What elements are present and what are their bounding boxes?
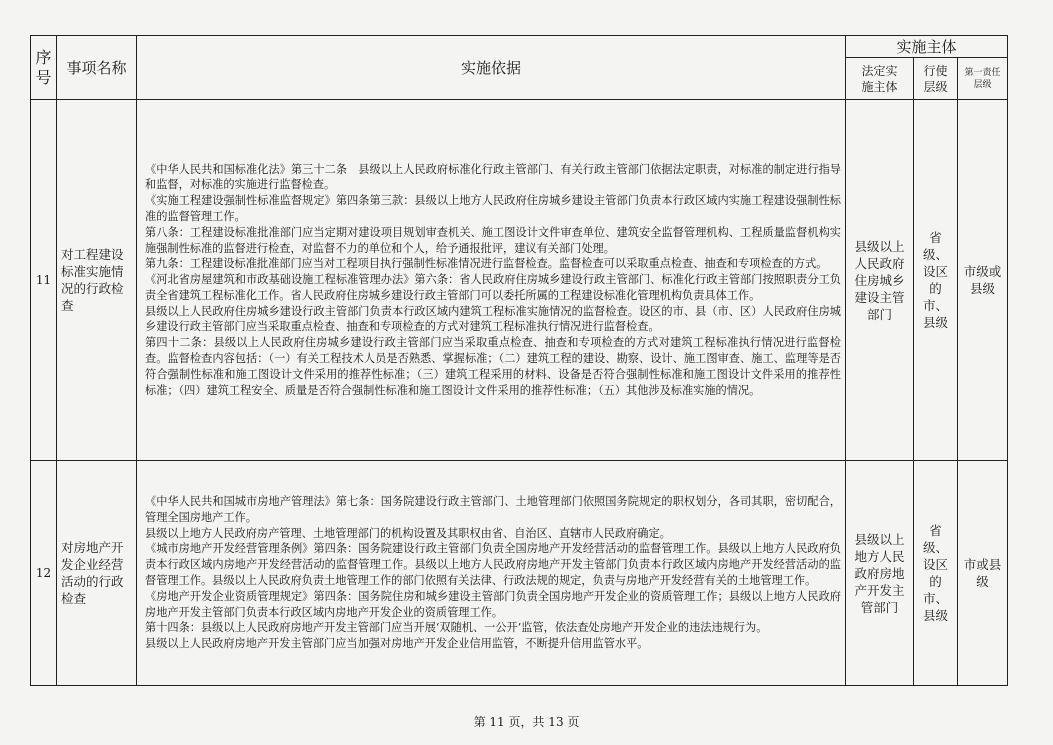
- header-item-name: 事项名称: [57, 36, 137, 100]
- basis-paragraph: 《中华人民共和国城市房地产管理法》第七条：国务院建设行政主管部门、土地管理部门依照国务院规定的职权划分，各司其职，密切配合，管理全国房地产工作。: [145, 495, 841, 524]
- first-level: 市级或县级: [958, 100, 1008, 461]
- row-number: 12: [31, 461, 57, 686]
- basis-paragraph: 《中华人民共和国标准化法》第三十二条 县级以上人民政府标准化行政主管部门、有关行政主管部门依据法定职责，对标准的制定进行指导和监督，对标准的实施进行监督检查。: [145, 162, 841, 192]
- basis-paragraph: 县级以上人民政府住房城乡建设行政主管部门负责本行政区域内建筑工程标准实施情况的监督检查。设区的市、县（市、区）人民政府住房城乡建设行政主管部门应当采取重点检查、抽查和专项检查的方式对建筑工程标准执行情况进行监督检查。: [145, 304, 841, 334]
- basis-text: [137, 100, 846, 461]
- header-subject-group: 实施主体: [846, 36, 1008, 58]
- item-name: 对房地产开发企业经营活动的行政检查: [57, 461, 137, 686]
- header-legal-subject: 法定实施主体: [846, 58, 914, 100]
- legal-subject: 县级以上人民政府住房城乡建设主管部门: [846, 100, 914, 461]
- table-row: [31, 461, 1008, 686]
- basis-paragraph: 第八条：工程建设标准批准部门应当定期对建设项目规划审查机关、施工图设计文件审查单位、建筑安全监督管理机构、工程质量监督机构实施强制性标准的监督进行检查，对监督不力的单位和个人，给予通报批评，建议有关部门处理。: [145, 225, 841, 255]
- basis-paragraph: 第四十二条：县级以上人民政府住房城乡建设行政主管部门应当采取重点检查、抽查和专项检查的方式对建筑工程标准执行情况进行监督检查。监督检查内容包括：（一）有关工程技术人员是否熟悉、掌握标准；（二）建筑工程的建设、勘察、设计、施工图审查、施工、监理等是否符合强制性标准和施工图设计文件采用的推荐性标准；（三）建筑工程采用的材料、设备是否符合强制性标准和施工图设计文件采用的推荐性标准；（四）建筑工程安全、质量是否符合强制性标准和施工图设计文件采用的推荐性标准；（五）其他涉及标准实施的情况。: [145, 336, 841, 397]
- basis-text: [137, 461, 846, 686]
- page-number-footer: 第 11 页，共 13 页: [473, 715, 580, 729]
- basis-paragraph: 《实施工程建设强制性标准监督规定》第四条第三款：县级以上地方人民政府住房城乡建设主管部门负责本行政区域内实施工程建设强制性标准的监督管理工作。: [145, 194, 841, 223]
- basis-paragraph: 第十四条：县级以上人民政府房地产开发主管部门应当开展‘双随机、一公开’监管，依法查处房地产开发企业的违法违规行为。: [145, 621, 768, 635]
- table-row: [31, 100, 1008, 461]
- basis-paragraph: 县级以上人民政府房地产开发主管部门应当加强对房地产开发企业信用监管，不断提升信用监管水平。: [145, 637, 649, 651]
- exercise-level: 省级、设区的市、县级: [914, 100, 958, 461]
- row-number: 11: [31, 100, 57, 461]
- basis-paragraph: 第九条：工程建设标准批准部门应当对工程项目执行强制性标准情况进行监督检查。监督检查可以采取重点检查、抽查和专项检查的方式。: [145, 257, 828, 271]
- header-exercise-level: 行使层级: [914, 58, 958, 100]
- first-level: 市或县级: [958, 461, 1008, 686]
- basis-paragraph: 《房地产开发企业资质管理规定》第四条：国务院住房和城乡建设主管部门负责全国房地产开发企业的资质管理工作；县级以上地方人民政府房地产开发主管部门负责本行政区域内房地产开发企业的资质管理工作。: [145, 589, 841, 619]
- header-row-top: [31, 36, 1008, 58]
- enforcement-items-table: [30, 35, 1008, 686]
- basis-paragraph: 《河北省房屋建筑和市政基础设施工程标准管理办法》第六条：省人民政府住房城乡建设行政主管部门、标准化行政主管部门按照职责分工负责全省建筑工程标准化工作。省人民政府住房城乡建设行政主管部门可以委托所属的工程建设标准化管理机构负责具体工作。: [145, 273, 841, 302]
- header-basis: 实施依据: [137, 36, 846, 100]
- basis-paragraph: 《城市房地产开发经营管理条例》第四条：国务院建设行政主管部门负责全国房地产开发经营活动的监督管理工作。县级以上地方人民政府负责本行政区域内房地产开发经营活动的监督管理工作。县级以上地方人民政府房地产开发主管部门负责本行政区域内房地产开发经营活动的监督管理工作。县级以上人民政府负责土地管理工作的部门依照有关法律、行政法规的规定，负责与房地产开发经营有关的土地管理工作。: [145, 542, 841, 587]
- header-first-level: 第一责任层级: [958, 58, 1008, 100]
- exercise-level: 省级、设区的市、县级: [914, 461, 958, 686]
- item-name: 对工程建设标准实施情况的行政检查: [57, 100, 137, 461]
- basis-paragraph: 县级以上地方人民政府房产管理、土地管理部门的机构设置及其职权由省、自治区、直辖市人民政府确定。: [145, 526, 671, 540]
- legal-subject: 县级以上地方人民政府房地产开发主管部门: [846, 461, 914, 686]
- header-serial: 序号: [31, 36, 57, 100]
